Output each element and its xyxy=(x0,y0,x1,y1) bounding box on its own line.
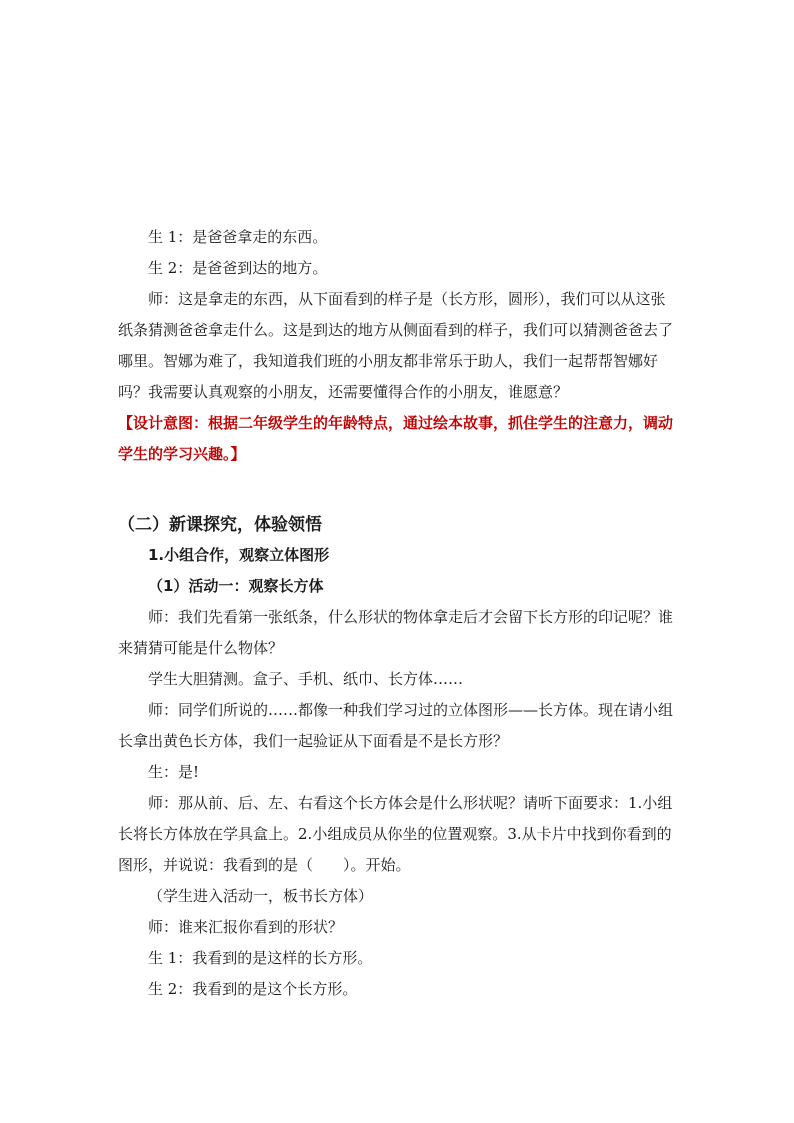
paragraph-student-guess: 学生大胆猜测。盒子、手机、纸巾、长方体…… xyxy=(148,670,464,688)
paragraph-student-yes: 生：是! xyxy=(148,763,200,781)
paragraph-student-2: 生 2：是爸爸到达的地方。 xyxy=(148,259,328,277)
paragraph-teacher-question: 师：我们先看第一张纸条，什么形状的物体拿走后才会留下长方形的印记呢？谁来猜猜可能是什么物体？ xyxy=(118,608,674,657)
paragraph-teacher-cuboid: 师：同学们所说的……都像一种我们学习过的立体图形——长方体。现在请小组长拿出黄色长方体，我们一起验证从下面看是不是长方形？ xyxy=(118,701,674,750)
section-heading: （二）新课探究，体验领悟 xyxy=(118,515,322,535)
paragraph-teacher-story: 师：这是拿走的东西，从下面看到的样子是（长方形，圆形），我们可以从这张纸条猜测爸爸拿走什么。这是到达的地方从侧面看到的样子，我们可以猜测爸爸去了哪里。智娜为难了，我知道我们班的小朋友都非常乐于助人，我们一起帮帮智娜好吗？我需要认真观察的小朋友，还需要懂得合作的小朋友，谁愿意？ xyxy=(118,290,674,401)
paragraph-student-1: 生 1：是爸爸拿走的东西。 xyxy=(148,228,328,246)
design-intent-note: 【设计意图：根据二年级学生的年龄特点，通过绘本故事，抓住学生的注意力，调动学生的学习兴趣。】 xyxy=(118,414,674,463)
paragraph-teacher-instructions: 师：那从前、后、左、右看这个长方体会是什么形状呢？请听下面要求：1.小组长将长方体放在学具盒上。2.小组成员从你坐的位置观察。3.从卡片中找到你看到的图形，并说说：我看到的是（ ）。开始。 xyxy=(118,794,673,874)
paragraph-student-report-1: 生 1：我看到的是这样的长方形。 xyxy=(148,949,373,967)
activity-heading: （1）活动一：观察长方体 xyxy=(148,577,324,595)
paragraph-teacher-report: 师：谁来汇报你看到的形状？ xyxy=(148,918,344,936)
paragraph-student-report-2: 生 2：我看到的是这个长方形。 xyxy=(148,980,358,998)
subheading-group-work: 1.小组合作，观察立体图形 xyxy=(148,546,330,564)
paragraph-activity-note: （学生进入活动一，板书长方体） xyxy=(148,887,374,905)
document-body xyxy=(118,222,680,1005)
